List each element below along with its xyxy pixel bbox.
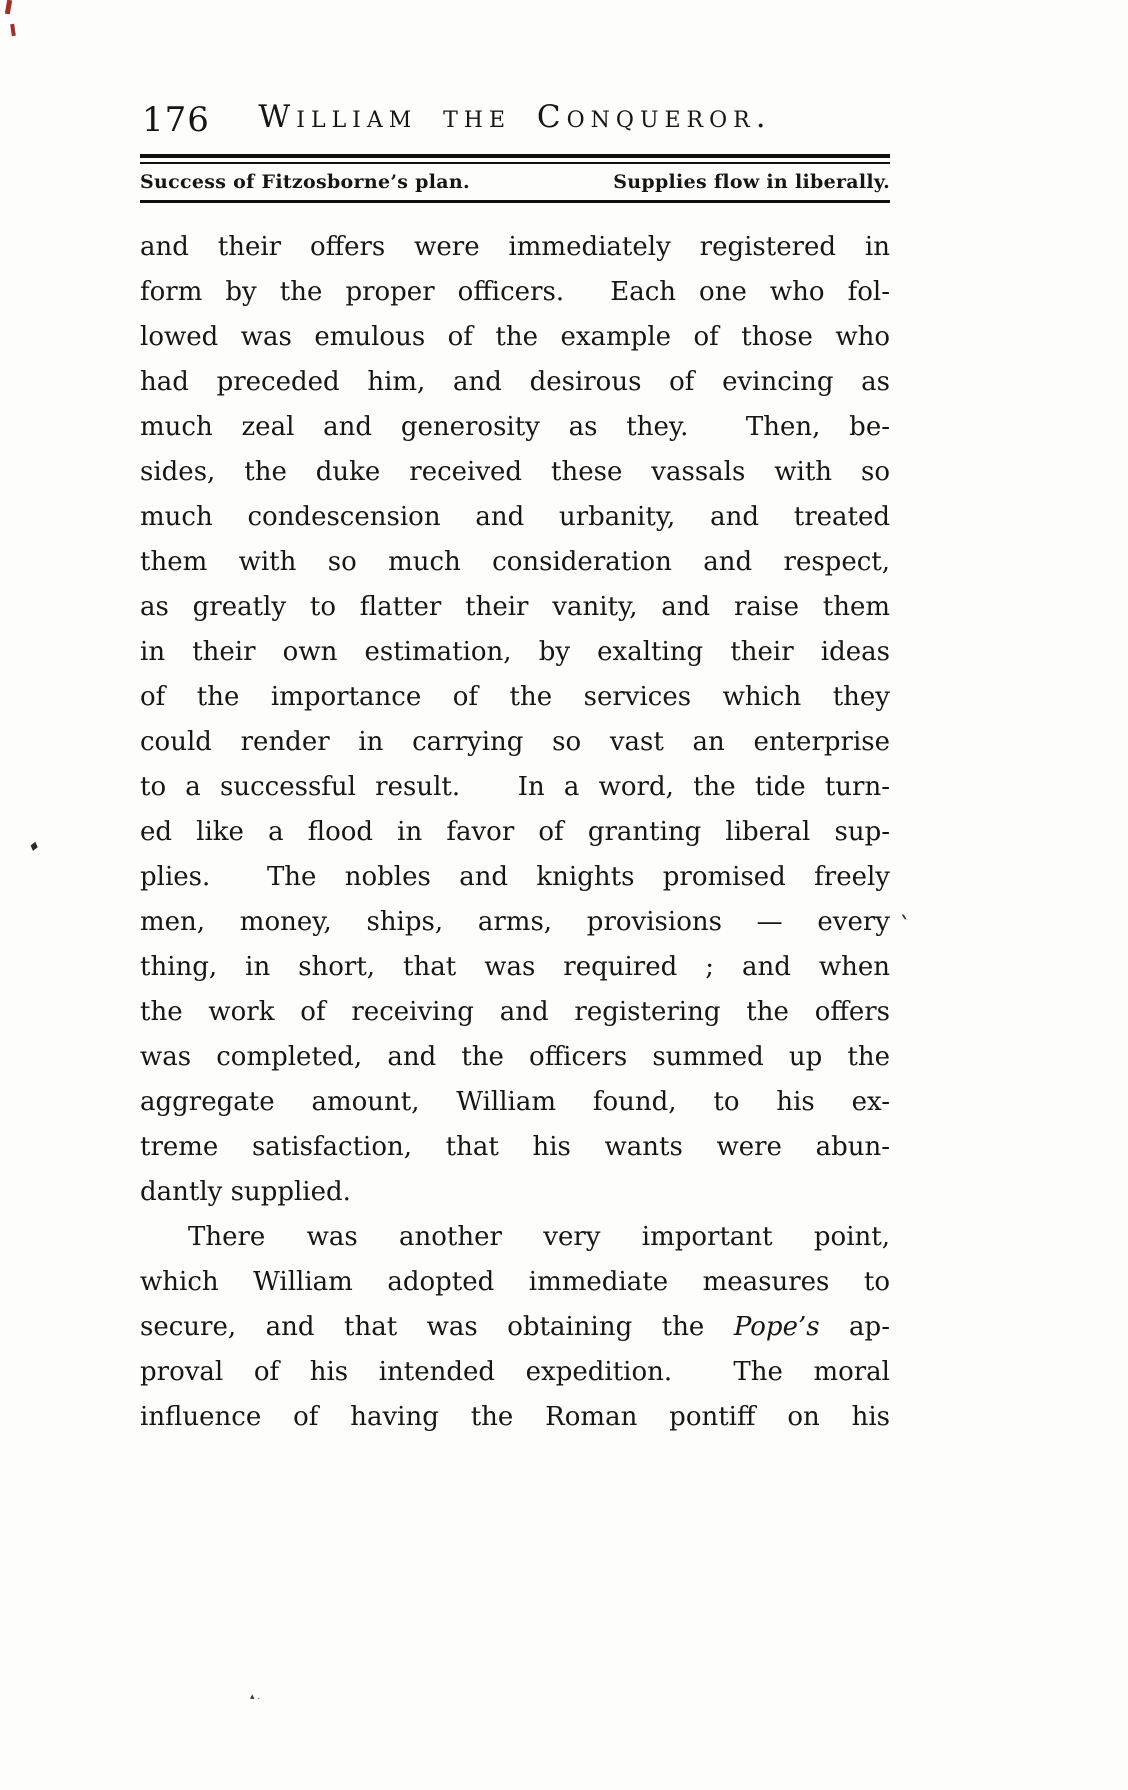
- running-head-right: Supplies flow in liberally.: [613, 171, 890, 193]
- text-line: treme satisfaction, that his wants were abun-: [140, 1132, 890, 1162]
- text-line: had preceded him, and desirous of evincing as: [140, 367, 890, 397]
- page-number: 176: [142, 100, 210, 140]
- italic-text-popes: Pope’s: [733, 1312, 820, 1342]
- text-line: could render in carrying so vast an enterprise: [140, 727, 890, 757]
- scan-edge-speck: [10, 24, 16, 36]
- text-line: plies. The nobles and knights promised freely: [140, 862, 890, 892]
- text-segment: ap-: [819, 1312, 890, 1342]
- text-line: and their offers were immediately registered in: [140, 232, 890, 262]
- text-line: which William adopted immediate measures to: [140, 1267, 890, 1297]
- page-content: [140, 92, 890, 1440]
- text-line: influence of having the Roman pontiff on his: [140, 1402, 890, 1432]
- text-line: was completed, and the officers summed up the: [140, 1042, 890, 1072]
- text-line: aggregate amount, William found, to his ex-: [140, 1087, 890, 1117]
- text-line: There was another very important point,: [188, 1222, 890, 1252]
- running-heads: [140, 171, 890, 193]
- text-line: proval of his intended expedition. The moral: [140, 1357, 890, 1387]
- text-line: in their own estimation, by exalting their ideas: [140, 637, 890, 667]
- text-line: them with so much consideration and respect,: [140, 547, 890, 577]
- text-line: of the importance of the services which they: [140, 682, 890, 712]
- scan-edge-speck: [5, 0, 12, 14]
- text-line: to a successful result. In a word, the tide turn-: [140, 772, 890, 802]
- text-line: much zeal and generosity as they. Then, be-: [140, 412, 890, 442]
- text-line: the work of receiving and registering the offers: [140, 997, 890, 1027]
- text-line: lowed was emulous of the example of those who: [140, 322, 890, 352]
- double-rule-divider: [140, 154, 890, 164]
- running-head-left: Success of Fitzosborne’s plan.: [140, 171, 470, 193]
- text-line: as greatly to flatter their vanity, and raise them: [140, 592, 890, 622]
- text-line: dantly supplied.: [140, 1177, 351, 1207]
- book-title: William the Conqueror.: [258, 99, 772, 135]
- scan-artifact-tick: `: [896, 911, 912, 941]
- page-header: [140, 92, 890, 142]
- text-line: men, money, ships, arms, provisions — every: [140, 907, 890, 937]
- single-rule-divider: [140, 200, 890, 203]
- text-line: ed like a flood in favor of granting liberal sup-: [140, 817, 890, 847]
- text-segment: secure, and that was obtaining the: [140, 1312, 734, 1342]
- text-line: much condescension and urbanity, and treated: [140, 502, 890, 532]
- scan-artifact-diamond: ♦: [26, 838, 42, 857]
- text-line: thing, in short, that was required ; and when: [140, 952, 890, 982]
- scan-artifact-mark: ▴ .: [250, 1692, 261, 1702]
- text-line: sides, the duke received these vassals with so: [140, 457, 890, 487]
- body-text: [140, 225, 890, 1440]
- paragraph-1: [140, 225, 890, 1215]
- text-line: [140, 1305, 890, 1350]
- text-line: form by the proper officers. Each one who fol-: [140, 277, 890, 307]
- paragraph-2: [140, 1215, 890, 1440]
